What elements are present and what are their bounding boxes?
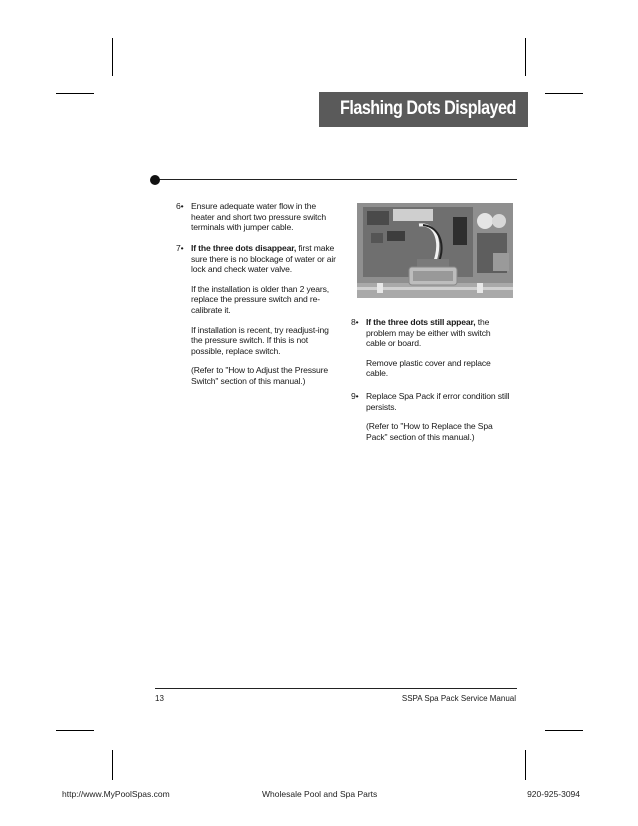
section-title-bar: [319, 92, 528, 127]
crop-mark: [545, 93, 583, 94]
footer-rule: [155, 688, 517, 689]
manual-title: SSPA Spa Pack Service Manual: [401, 694, 516, 703]
step-bold-lead: If the three dots still appear,: [366, 317, 476, 327]
bullet-dot: [150, 175, 160, 185]
step-text: Replace Spa Pack if error condition still persists.: [366, 391, 510, 412]
step-number: 9•: [351, 391, 359, 401]
step-text: Ensure adequate water flow in the heater and short two pressure switch terminals with jumper cable.: [191, 201, 327, 233]
step-text: (Refer to "How to Replace the Spa Pack" section of this manual.): [366, 421, 493, 442]
crop-mark: [112, 38, 113, 76]
crop-mark: [525, 750, 526, 780]
step-text: the problem may be either with switch cable or board.: [366, 317, 491, 349]
section-title: Flashing Dots Displayed: [340, 98, 516, 119]
footer-tagline: Wholesale Pool and Spa Parts: [262, 789, 378, 799]
footer-url[interactable]: http://www.MyPoolSpas.com: [62, 789, 170, 799]
step-number: 8•: [351, 317, 359, 327]
step-text: (Refer to "How to Adjust the Pressure Switch" section of this manual.): [191, 365, 328, 386]
crop-mark: [112, 750, 113, 780]
divider-rule: [155, 179, 517, 180]
step-number: 6•: [176, 201, 184, 211]
step-bold-lead: If the three dots disappear,: [191, 243, 297, 253]
step-text: If installation is recent, try readjust-ing the pressure switch. If this is not possible, replace switch.: [191, 324, 329, 356]
crop-mark: [545, 730, 583, 731]
crop-mark: [56, 730, 94, 731]
step-text: If the installation is older than 2 years, replace the pressure switch and re-calibrate it.: [191, 283, 329, 315]
crop-mark: [525, 38, 526, 76]
control-board-photo: [357, 203, 513, 298]
step-text: first make sure there is no blockage of water or air lock and check water valve.: [191, 243, 336, 275]
footer-phone: 920-925-3094: [527, 789, 580, 799]
step-text: Remove plastic cover and replace cable.: [366, 357, 491, 379]
crop-mark: [56, 93, 94, 94]
step-number: 7•: [176, 243, 184, 253]
page-number: 13: [155, 694, 164, 703]
